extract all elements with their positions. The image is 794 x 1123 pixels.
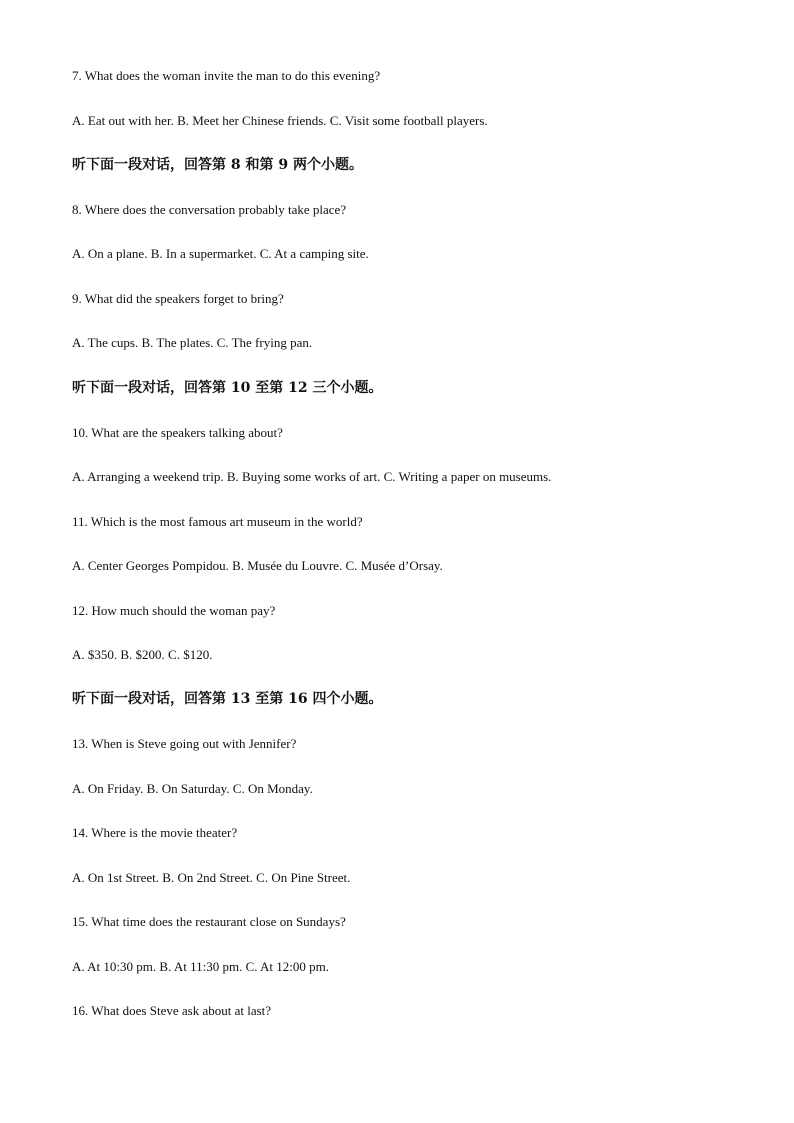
options-7: A. Eat out with her. B. Meet her Chinese friends. C. Visit some football players. [72, 113, 488, 128]
question-14: 14. Where is the movie theater? [72, 825, 238, 840]
question-7: 7. What does the woman invite the man to do this evening? [72, 68, 381, 83]
options-12: A. $350. B. $200. C. $120. [72, 647, 213, 662]
question-15: 15. What time does the restaurant close on Sundays? [72, 914, 346, 929]
question-10: 10. What are the speakers talking about? [72, 425, 283, 440]
options-9: A. The cups. B. The plates. C. The frying pan. [72, 335, 313, 350]
section-heading-13-16: 听下面一段对话，回答第 13 至第 16 四个小题。 [72, 691, 383, 707]
options-15: A. At 10:30 pm. B. At 11:30 pm. C. At 12:00 pm. [72, 959, 330, 974]
question-13: 13. When is Steve going out with Jennifer? [72, 736, 297, 751]
options-13: A. On Friday. B. On Saturday. C. On Monday. [72, 781, 313, 796]
options-10: A. Arranging a weekend trip. B. Buying some works of art. C. Writing a paper on museums. [72, 469, 552, 484]
options-14: A. On 1st Street. B. On 2nd Street. C. On Pine Street. [72, 870, 351, 885]
options-11: A. Center Georges Pompidou. B. Musée du Louvre. C. Musée d’Orsay. [72, 558, 443, 573]
options-8: A. On a plane. B. In a supermarket. C. At a camping site. [72, 246, 369, 261]
question-12: 12. How much should the woman pay? [72, 603, 276, 618]
section-heading-10-12: 听下面一段对话，回答第 10 至第 12 三个小题。 [72, 380, 383, 396]
question-8: 8. Where does the conversation probably take place? [72, 202, 347, 217]
section-heading-8-9: 听下面一段对话，回答第 8 和第 9 两个小题。 [72, 157, 363, 173]
question-9: 9. What did the speakers forget to bring? [72, 291, 284, 306]
question-16: 16. What does Steve ask about at last? [72, 1003, 272, 1018]
question-11: 11. Which is the most famous art museum in the world? [72, 514, 363, 529]
